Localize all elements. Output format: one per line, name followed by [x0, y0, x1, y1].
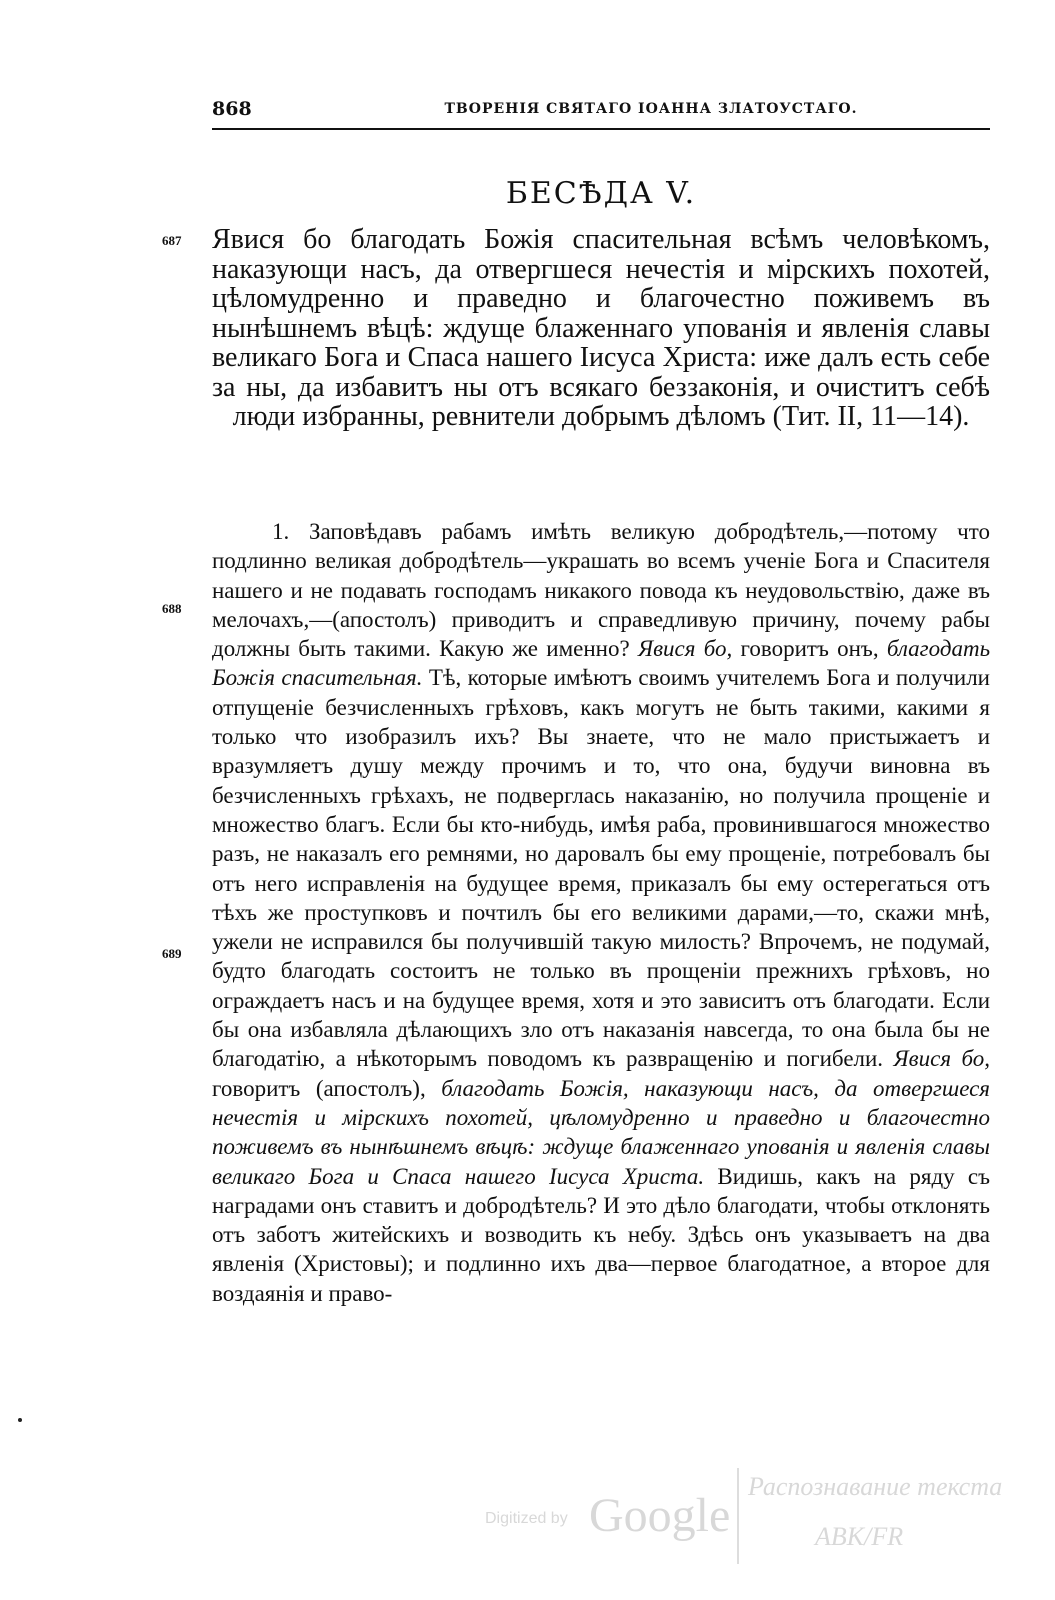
body-text: говоритъ (апостолъ),	[212, 1075, 426, 1101]
body-text: говоритъ онъ,	[740, 636, 879, 662]
margin-number: 687	[162, 233, 182, 248]
scan-speck	[18, 1418, 22, 1422]
homily-title: БЕСѢДА V.	[505, 176, 697, 211]
running-title: ТВОРЕНІЯ СВЯТАГО ІОАННА ЗЛАТОУСТАГО.	[444, 101, 858, 117]
digitization-watermark	[485, 1468, 1025, 1568]
body-text: Видишь, какъ на ряду съ наградами онъ ставитъ и добродѣтель? И это дѣло благодати, чтобы отклонять отъ заботъ житейскихъ и возводить къ небу. Здѣсь онъ указываетъ на два явленія (Христовы); и подлинно ихъ два—первое благодатное, а второе для воздаянія и право-	[212, 1163, 990, 1306]
body-text: 1. Заповѣдавъ рабамъ имѣть великую добродѣтель,—потому что подлинно великая добродѣтель—украшать во всемъ ученіе Бога и Спасителя нашего и не подавать господамъ никакого повода къ неудовольствію, даже въ мелочахъ,—(апостолъ) приводитъ и справедливую причину, почему рабы должны быть такими. Какую же именно?	[212, 519, 990, 662]
page-number: 868	[212, 98, 252, 120]
watermark-ocr-label: Распознавание текста	[748, 1472, 1003, 1501]
margin-number: 689	[162, 946, 182, 961]
margin-number: 688	[162, 601, 182, 616]
body-text: Тѣ, которые имѣютъ своимъ учителемъ Бога и получили отпущеніе безчисленныхъ грѣховъ, какъ могутъ не быть такими, какими я только что изобразилъ ихъ? Вы знаете, что не мало пристыжаетъ и вразумляетъ душу между прочимъ и то, что она, будучи виновна въ безчисленныхъ грѣхахъ, не подверглась наказанію, но получила прощеніе и множество благъ. Если бы кто-нибудь, имѣя раба, провинившагося множество разъ, не наказалъ его ремнями, но даровалъ бы ему прощеніе, потребовалъ бы отъ него исправленія на будущее время, приказалъ бы ему остерегаться отъ тѣхъ же проступковъ и почтилъ бы его великими дарами,—то, скажи мнѣ, ужели не исправился бы получившій такую милость? Впрочемъ, не подумай, будто благодать состоитъ не только въ прощеніи прежнихъ грѣховъ, но ограждаетъ насъ и на будущее время, хотя и это зависитъ отъ благодати. Если бы она избавляла дѣлающихъ зло отъ наказанія навсегда, то она была бы не благодатію, а нѣкоторымъ поводомъ къ развращенію и погибели.	[212, 665, 990, 1072]
quote-italic: благодать Божія спасительная.	[212, 636, 991, 691]
quote-italic: Явися бо,	[637, 636, 733, 662]
google-logo: Google	[589, 1489, 731, 1542]
page-header	[212, 98, 990, 130]
watermark-ocr-tag: ABK/FR	[815, 1522, 904, 1551]
watermark-digitized-by: Digitized by	[485, 1510, 568, 1527]
watermark-divider	[737, 1468, 739, 1564]
quote-italic: благодать Божія, наказующи насъ, да отвергшеся нечестія и мірскихъ похотей, цѣломудренно и праведно и благочестно поживемъ въ нынѣшнемъ вѣцѣ: ждуще блаженнаго упованія и явленія славы великаго Бога и Спаса нашего Іисуса Христа.	[212, 1075, 990, 1189]
body-paragraph	[212, 517, 990, 1308]
quote-italic: Явися бо,	[893, 1046, 991, 1072]
scripture-epigraph: Явися бо благодать Божія спасительная всѣмъ человѣкомъ, наказующи насъ, да отвергшеся нечестія и мірскихъ похотей, цѣломудренно и праведно и благочестно поживемъ въ нынѣшнемъ вѣцѣ: ждуще блаженнаго упованія и явленія славы великаго Бога и Спаса нашего Іисуса Христа: иже далъ есть себе за ны, да избавитъ ны отъ всякаго беззаконія, и очиститъ себѣ люди избранны, ревнители добрымъ дѣломъ (Тит. II, 11—14).	[212, 224, 990, 432]
